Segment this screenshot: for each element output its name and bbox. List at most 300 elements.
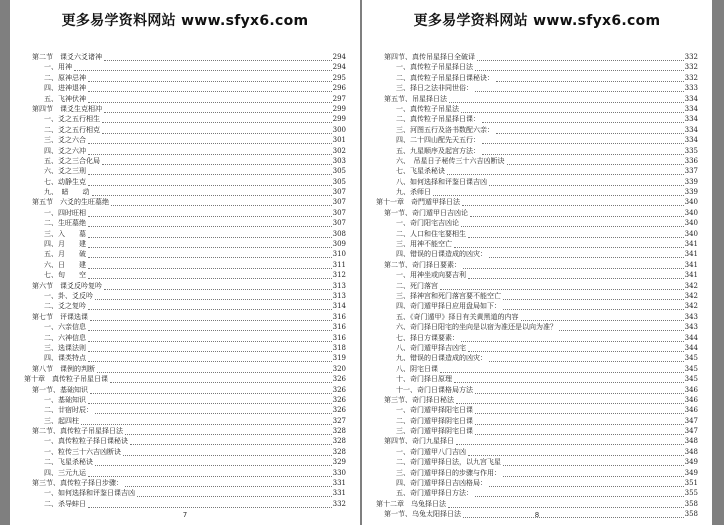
dot-leader bbox=[507, 156, 684, 165]
dot-leader bbox=[130, 436, 332, 445]
dot-leader bbox=[88, 322, 332, 331]
toc-entry-title: 第六节 课爻反吟复吟 bbox=[32, 281, 102, 290]
toc-entry-title: 第三节、奇门择日秘法 bbox=[384, 395, 454, 404]
toc-page-number: 347 bbox=[684, 427, 698, 436]
dot-leader bbox=[454, 374, 684, 383]
toc-entry bbox=[10, 457, 360, 467]
toc-entry-title: 四、月 建 bbox=[44, 240, 86, 249]
toc-entry-title: 七、择日方课要素： bbox=[396, 333, 459, 342]
toc-page-number: 348 bbox=[684, 437, 698, 446]
toc-entry-title: 三、起四柱 bbox=[44, 416, 79, 425]
toc-entry-title: 三、择日之法非同世俗： bbox=[396, 84, 473, 93]
toc-entry bbox=[10, 291, 360, 301]
toc-page-number: 343 bbox=[684, 312, 698, 321]
toc-page-number: 302 bbox=[332, 146, 346, 155]
toc-page-number: 330 bbox=[332, 468, 346, 477]
toc-entry bbox=[362, 218, 712, 228]
toc-entry bbox=[10, 146, 360, 156]
toc-entry-title: 一、真传粒子吊星择日法 bbox=[396, 63, 473, 72]
toc-entry bbox=[10, 177, 360, 187]
dot-leader bbox=[461, 104, 684, 113]
toc-entry bbox=[362, 301, 712, 311]
toc-entry-title: 二、廿宿时辰： bbox=[44, 406, 93, 415]
toc-page-number: 319 bbox=[332, 354, 346, 363]
toc-entry bbox=[362, 405, 712, 415]
dot-leader bbox=[95, 457, 332, 466]
dot-leader bbox=[503, 457, 684, 466]
toc-entry bbox=[362, 385, 712, 395]
toc-page-number: 313 bbox=[332, 281, 346, 290]
toc-entry-title: 五、九星顺序及起宫方法： bbox=[396, 146, 480, 155]
toc-entry-title: 七、旬 空 bbox=[44, 271, 86, 280]
toc-page-number: 299 bbox=[332, 104, 346, 113]
dot-leader bbox=[137, 488, 332, 497]
toc-entry bbox=[362, 499, 712, 509]
toc-page-number: 316 bbox=[332, 333, 346, 342]
toc-entry-title: 第八节 课例的判断 bbox=[32, 364, 95, 373]
toc-page-number: 346 bbox=[684, 385, 698, 394]
toc-entry-title: 第五节 六爻的生旺墓绝 bbox=[32, 198, 109, 207]
toc-entry bbox=[362, 281, 712, 291]
dot-leader bbox=[95, 405, 332, 414]
toc-page-number: 313 bbox=[332, 291, 346, 300]
toc-entry-title: 三、奇门遁甲择阴宅日课 bbox=[396, 427, 473, 436]
toc-entry bbox=[10, 52, 360, 62]
toc-entry-title: 二、真传粒子吊星择日课秘诀： bbox=[396, 73, 494, 82]
toc-page-number: 341 bbox=[684, 271, 698, 280]
dot-leader bbox=[88, 166, 332, 175]
toc-entry-title: 第十章 真传粒子吊星日课 bbox=[24, 375, 108, 384]
toc-entry bbox=[10, 281, 360, 291]
toc-entry bbox=[362, 457, 712, 467]
toc-page-number: 295 bbox=[332, 73, 346, 82]
dot-leader bbox=[489, 353, 684, 362]
toc-entry-title: 一、六亲信息 bbox=[44, 323, 86, 332]
dot-leader bbox=[97, 364, 332, 373]
toc-entry bbox=[10, 395, 360, 405]
toc-entry bbox=[10, 229, 360, 239]
toc-page-number: 328 bbox=[332, 447, 346, 456]
toc-entry-title: 二、奇门遁甲择阴宅日课 bbox=[396, 416, 473, 425]
dot-leader bbox=[456, 436, 684, 445]
toc-page-number: 355 bbox=[684, 489, 698, 498]
dot-leader bbox=[88, 208, 332, 217]
toc-entry bbox=[10, 416, 360, 426]
page-header: 更多易学资料网站 www.sfyx6.com bbox=[413, 13, 661, 29]
dot-leader bbox=[468, 270, 684, 279]
dot-leader bbox=[102, 114, 332, 123]
toc-entry-title: 第二节 课爻六爻诸神 bbox=[32, 53, 102, 61]
toc-entry bbox=[10, 374, 360, 384]
dot-leader bbox=[496, 73, 684, 82]
toc-page-number: 331 bbox=[332, 489, 346, 498]
toc-page-number: 303 bbox=[332, 156, 346, 165]
toc-entry-title: 一、奇门阳宅吉凶论 bbox=[396, 219, 459, 228]
toc-entry-title: 三、择神宫和死门落宫要不能空亡 bbox=[396, 291, 501, 300]
dot-leader bbox=[503, 301, 684, 310]
toc-page-number: 341 bbox=[684, 250, 698, 259]
dot-leader bbox=[88, 301, 332, 310]
dot-leader bbox=[489, 249, 684, 258]
page-number: 8 bbox=[534, 511, 540, 519]
toc-page-number: 328 bbox=[332, 437, 346, 446]
toc-entry bbox=[362, 208, 712, 218]
dot-leader bbox=[475, 62, 684, 71]
dot-leader bbox=[102, 156, 332, 165]
toc-entry bbox=[362, 197, 712, 207]
dot-leader bbox=[110, 374, 332, 383]
toc-page-number: 346 bbox=[684, 395, 698, 404]
dot-leader bbox=[559, 322, 684, 331]
dot-leader bbox=[433, 187, 684, 196]
toc-page-number: 326 bbox=[332, 375, 346, 384]
toc-page-number: 307 bbox=[332, 219, 346, 228]
toc-entry bbox=[10, 73, 360, 83]
toc-entry-title: 七、动静生克 bbox=[44, 177, 86, 186]
toc-entry bbox=[362, 270, 712, 280]
dot-leader bbox=[88, 270, 332, 279]
toc-entry-title: 七、飞星杀秘诀 bbox=[396, 167, 445, 176]
toc-entry-title: 四、进神退神 bbox=[44, 84, 86, 93]
dot-leader bbox=[88, 83, 332, 92]
dot-leader bbox=[475, 426, 684, 435]
toc-entry bbox=[10, 301, 360, 311]
toc-page-number: 294 bbox=[332, 53, 346, 61]
dot-leader bbox=[88, 353, 332, 362]
dot-leader bbox=[104, 104, 332, 113]
toc-entry-title: 二、六神信息 bbox=[44, 333, 86, 342]
toc-page-number: 351 bbox=[684, 479, 698, 488]
toc-page-number: 337 bbox=[684, 167, 698, 176]
toc-entry bbox=[362, 447, 712, 457]
toc-page-number: 329 bbox=[332, 458, 346, 467]
toc-entry bbox=[10, 343, 360, 353]
toc-page-number: 345 bbox=[684, 354, 698, 363]
toc-entry-title: 一、四时旺相 bbox=[44, 208, 86, 217]
toc-page-number: 341 bbox=[684, 260, 698, 269]
dot-leader bbox=[447, 166, 684, 175]
toc-page-number: 344 bbox=[684, 343, 698, 352]
dot-leader bbox=[482, 146, 684, 155]
toc-entry bbox=[10, 333, 360, 343]
toc-page-number: 300 bbox=[332, 125, 346, 134]
dot-leader bbox=[125, 426, 332, 435]
toc-page-number: 316 bbox=[332, 312, 346, 321]
toc-entry bbox=[362, 291, 712, 301]
page-header: 更多易学资料网站 www.sfyx6.com bbox=[61, 13, 309, 29]
toc-entry-title: 三、入 墓 bbox=[44, 229, 86, 238]
toc-entry-title: 第二节、真传粒子吊星择日法 bbox=[32, 427, 123, 436]
toc-entry-title: 五、月 破 bbox=[44, 250, 86, 259]
toc-entry-title: 五、飞神伏神 bbox=[44, 94, 86, 103]
toc-entry bbox=[10, 94, 360, 104]
toc-page-number: 328 bbox=[332, 427, 346, 436]
toc-entry bbox=[10, 166, 360, 176]
toc-entry-title: 二、杀导蚌日 bbox=[44, 499, 86, 508]
dot-leader bbox=[454, 239, 684, 248]
toc-page-number: 334 bbox=[684, 125, 698, 134]
toc-entry bbox=[10, 405, 360, 415]
dot-leader bbox=[475, 405, 684, 414]
toc-entry bbox=[10, 436, 360, 446]
toc-entry bbox=[10, 125, 360, 135]
toc-page-number: 358 bbox=[684, 510, 698, 519]
toc-entry bbox=[362, 312, 712, 322]
toc-entry bbox=[362, 395, 712, 405]
toc-entry bbox=[10, 62, 360, 72]
toc-page-number: 326 bbox=[332, 395, 346, 404]
toc-entry-title: 三、用神不能空亡 bbox=[396, 240, 452, 249]
toc-entry-title: 三、河图五行及洛书数配六亲： bbox=[396, 125, 494, 134]
dot-leader bbox=[88, 395, 332, 404]
toc-entry bbox=[362, 416, 712, 426]
toc-entry-title: 五、奇门遁甲择日方法： bbox=[396, 489, 473, 498]
toc-entry bbox=[10, 208, 360, 218]
toc-page-number: 342 bbox=[684, 281, 698, 290]
toc-page-number: 334 bbox=[684, 104, 698, 113]
dot-leader bbox=[88, 499, 332, 508]
toc-entry-title: 一、如何选择和评鉴日课吉凶 bbox=[44, 489, 135, 498]
toc-page-number: 314 bbox=[332, 302, 346, 311]
toc-entry bbox=[362, 135, 712, 145]
dot-leader bbox=[111, 197, 332, 206]
toc-page-number: 301 bbox=[332, 136, 346, 145]
toc-entry-title: 九、杀师日 bbox=[396, 188, 431, 197]
dot-leader bbox=[81, 416, 332, 425]
dot-leader bbox=[123, 447, 332, 456]
toc-entry bbox=[10, 478, 360, 488]
toc-entry bbox=[362, 73, 712, 83]
toc-entry bbox=[10, 499, 360, 509]
toc-entry bbox=[362, 260, 712, 270]
toc-page-number: 296 bbox=[332, 84, 346, 93]
dot-leader bbox=[468, 447, 684, 456]
toc-entry bbox=[10, 135, 360, 145]
toc-entry bbox=[362, 478, 712, 488]
toc-entry bbox=[10, 426, 360, 436]
toc-entry bbox=[362, 249, 712, 259]
toc-page-number: 308 bbox=[332, 229, 346, 238]
dot-leader bbox=[440, 364, 684, 373]
toc-entry-title: 八、如何选择和评鉴日课吉凶 bbox=[396, 177, 487, 186]
dot-leader bbox=[462, 197, 684, 206]
toc-page-number: 327 bbox=[332, 416, 346, 425]
toc-entry bbox=[362, 426, 712, 436]
toc-entry-title: 一、用神 bbox=[44, 63, 72, 72]
toc-entry-title: 六、日 建 bbox=[44, 260, 86, 269]
toc-entry bbox=[362, 353, 712, 363]
toc-page-number: 332 bbox=[684, 63, 698, 72]
dot-leader bbox=[475, 385, 684, 394]
toc-entry bbox=[362, 62, 712, 72]
toc-entry-title: 一、奇门遁甲择阳宅日课 bbox=[396, 406, 473, 415]
toc-entry-title: 一、真传粒粒子择日课秘诀 bbox=[44, 437, 128, 446]
toc-page-number: 334 bbox=[684, 115, 698, 124]
toc-page-number: 310 bbox=[332, 250, 346, 259]
toc-entry bbox=[10, 114, 360, 124]
toc-list bbox=[362, 52, 712, 520]
toc-page-number: 297 bbox=[332, 94, 346, 103]
toc-entry bbox=[362, 94, 712, 104]
toc-entry bbox=[10, 447, 360, 457]
dot-leader bbox=[104, 281, 332, 290]
toc-page-number: 358 bbox=[684, 499, 698, 508]
toc-entry-title: 第一节、乌兔太阳择日法 bbox=[384, 510, 461, 519]
toc-entry-title: 第四节 课爻生克相冲 bbox=[32, 104, 102, 113]
dot-leader bbox=[503, 291, 684, 300]
toc-entry-title: 第一节、基础知识 bbox=[32, 385, 88, 394]
dot-leader bbox=[470, 208, 684, 217]
toc-entry bbox=[362, 333, 712, 343]
toc-entry-title: 六、爻之三刑 bbox=[44, 167, 86, 176]
toc-entry bbox=[362, 364, 712, 374]
toc-page-number: 343 bbox=[684, 323, 698, 332]
toc-entry bbox=[362, 229, 712, 239]
dot-leader bbox=[475, 488, 684, 497]
toc-entry bbox=[10, 270, 360, 280]
toc-page-number: 340 bbox=[684, 198, 698, 207]
toc-entry bbox=[362, 146, 712, 156]
dot-leader bbox=[90, 385, 332, 394]
toc-entry-title: 十一、奇门日课格局方法 bbox=[396, 385, 473, 394]
toc-entry-title: 六、奇门择日阳宅的坐向是以宿为准还是以向为准？ bbox=[396, 323, 557, 332]
toc-entry-title: 四、爻之六冲 bbox=[44, 146, 86, 155]
toc-entry-title: 第一节、奇门遁甲日吉凶论 bbox=[384, 208, 468, 217]
toc-page-number: 340 bbox=[684, 219, 698, 228]
toc-page-number: 341 bbox=[684, 240, 698, 249]
dot-leader bbox=[503, 468, 684, 477]
toc-page-number: 349 bbox=[684, 468, 698, 477]
toc-entry-title: 第四节、奇门九星择日 bbox=[384, 437, 454, 446]
toc-page-number: 334 bbox=[684, 136, 698, 145]
toc-entry-title: 八、阴宅日课 bbox=[396, 364, 438, 373]
toc-entry bbox=[10, 239, 360, 249]
toc-entry-title: 第二节、奇门择日要素： bbox=[384, 260, 461, 269]
dot-leader bbox=[468, 343, 684, 352]
dot-leader bbox=[475, 416, 684, 425]
toc-entry bbox=[362, 166, 712, 176]
toc-entry bbox=[10, 385, 360, 395]
toc-page-number: 344 bbox=[684, 333, 698, 342]
toc-entry-title: 三、奇门遁甲择日的步骤与作用： bbox=[396, 468, 501, 477]
toc-entry bbox=[10, 488, 360, 498]
dot-leader bbox=[489, 478, 684, 487]
dot-leader bbox=[125, 478, 332, 487]
toc-entry-title: 五、《奇门遁甲》择日有关黄黑道的内容 bbox=[396, 312, 519, 321]
toc-entry-title: 四、三元九运 bbox=[44, 468, 86, 477]
dot-leader bbox=[95, 291, 332, 300]
toc-entry bbox=[10, 218, 360, 228]
page-number: 7 bbox=[182, 511, 188, 519]
toc-entry bbox=[362, 156, 712, 166]
toc-entry-title: 八、奇门遁甲择吉凶宅 bbox=[396, 343, 466, 352]
dot-leader bbox=[482, 114, 684, 123]
toc-entry bbox=[10, 83, 360, 93]
toc-entry bbox=[10, 197, 360, 207]
dot-leader bbox=[88, 146, 332, 155]
dot-leader bbox=[88, 177, 332, 186]
dot-leader bbox=[88, 218, 332, 227]
toc-entry-title: 二、奇门遁甲择日法，以九宫飞星 bbox=[396, 458, 501, 467]
toc-page-number: 326 bbox=[332, 385, 346, 394]
toc-entry-title: 二、飞星杀秘诀 bbox=[44, 458, 93, 467]
dot-leader bbox=[489, 177, 684, 186]
toc-entry bbox=[362, 104, 712, 114]
toc-entry-title: 九、错误的日课造成的凶灾： bbox=[396, 354, 487, 363]
dot-leader bbox=[88, 260, 332, 269]
toc-entry bbox=[362, 83, 712, 93]
toc-entry bbox=[10, 187, 360, 197]
toc-entry bbox=[362, 125, 712, 135]
toc-entry bbox=[362, 187, 712, 197]
dot-leader bbox=[88, 239, 332, 248]
toc-page-number: 307 bbox=[332, 198, 346, 207]
toc-page-number: 332 bbox=[332, 499, 346, 508]
toc-entry bbox=[10, 468, 360, 478]
dot-leader bbox=[104, 52, 332, 61]
toc-entry-title: 四、二十四山配先天五行： bbox=[396, 136, 480, 145]
dot-leader bbox=[88, 73, 332, 82]
dot-leader bbox=[88, 333, 332, 342]
toc-page-number: 332 bbox=[684, 73, 698, 82]
toc-entry-title: 六、 吊星日子秘传三十六吉凶断诀 bbox=[396, 156, 505, 165]
toc-entry bbox=[362, 239, 712, 249]
toc-page-number: 340 bbox=[684, 229, 698, 238]
toc-entry-title: 十、奇门择日原理 bbox=[396, 375, 452, 384]
toc-entry bbox=[10, 322, 360, 332]
toc-entry-title: 九、 暗 动 bbox=[44, 188, 90, 197]
toc-entry-title: 四、课类特点 bbox=[44, 354, 86, 363]
toc-page-number: 316 bbox=[332, 323, 346, 332]
dot-leader bbox=[461, 333, 684, 342]
toc-page-number: 331 bbox=[332, 479, 346, 488]
toc-page-number: 334 bbox=[684, 94, 698, 103]
dot-leader bbox=[90, 312, 332, 321]
toc-page-number: 342 bbox=[684, 302, 698, 311]
toc-page-number: 335 bbox=[684, 146, 698, 155]
dot-leader bbox=[88, 343, 332, 352]
toc-entry-title: 第十二章 乌兔择日法 bbox=[376, 499, 446, 508]
toc-entry bbox=[10, 312, 360, 322]
toc-entry-title: 第十一章 奇門遁甲择日法 bbox=[376, 198, 460, 207]
toc-entry bbox=[362, 52, 712, 62]
toc-page-number: 342 bbox=[684, 291, 698, 300]
dot-leader bbox=[461, 218, 684, 227]
toc-page-number: 318 bbox=[332, 343, 346, 352]
toc-entry-title: 第五节、吊星择日法 bbox=[384, 94, 447, 103]
toc-entry bbox=[362, 114, 712, 124]
toc-entry-title: 五、爻之三合化局 bbox=[44, 156, 100, 165]
dot-leader bbox=[440, 281, 684, 290]
dot-leader bbox=[448, 499, 684, 508]
toc-page-number: 336 bbox=[684, 156, 698, 165]
toc-page-number: 339 bbox=[684, 188, 698, 197]
toc-page-number: 333 bbox=[684, 84, 698, 93]
toc-entry bbox=[362, 488, 712, 498]
toc-entry-title: 一、奇门遁甲八门吉凶 bbox=[396, 447, 466, 456]
toc-entry-title: 一、真传粒子吊星法 bbox=[396, 104, 459, 113]
dot-leader bbox=[521, 312, 684, 321]
toc-page-number: 349 bbox=[684, 458, 698, 467]
toc-page-number: 346 bbox=[684, 406, 698, 415]
toc-entry-title: 四、奇门遁甲择日应用盘局如下： bbox=[396, 302, 501, 311]
dot-leader bbox=[468, 229, 684, 238]
toc-entry bbox=[362, 436, 712, 446]
dot-leader bbox=[74, 62, 332, 71]
toc-entry bbox=[10, 353, 360, 363]
toc-page-number: 320 bbox=[332, 364, 346, 373]
toc-page-number: 326 bbox=[332, 406, 346, 415]
